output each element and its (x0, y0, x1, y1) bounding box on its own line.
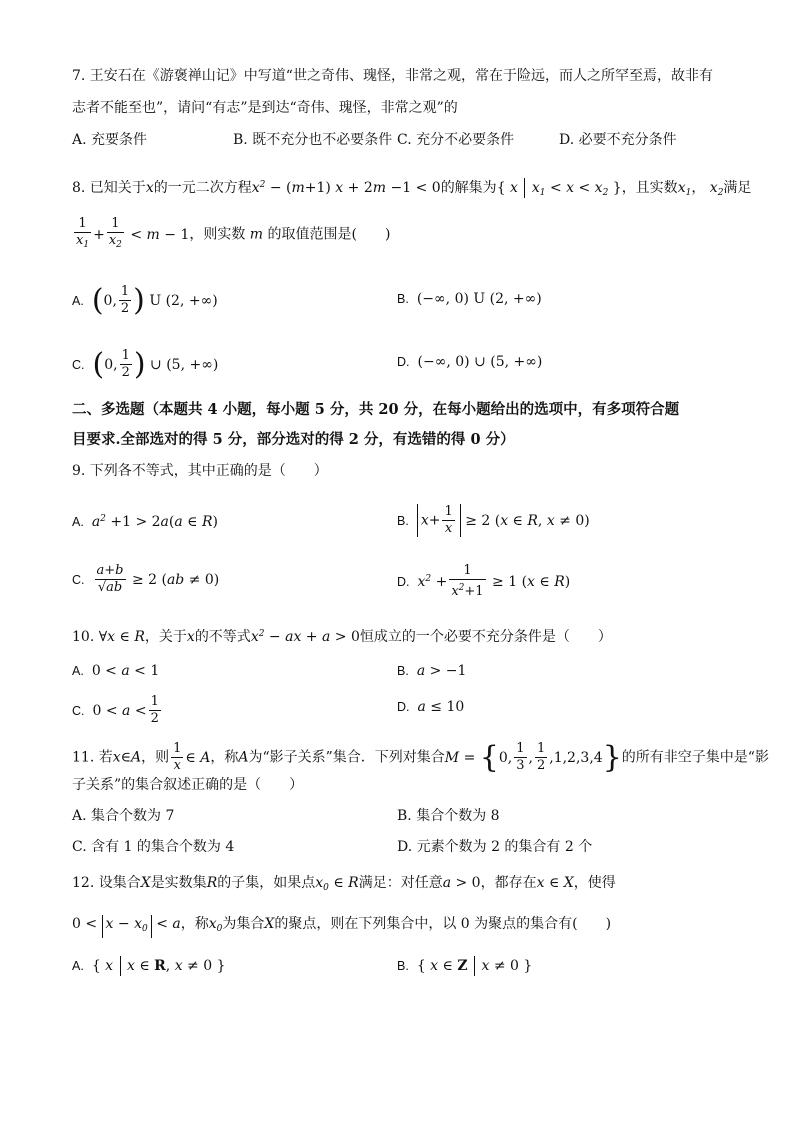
q8-option-d-label: D. (397, 355, 410, 369)
q12-option-a (72, 956, 226, 976)
q11-option-d: D. 元素个数为 2 的集合有 2 个 (397, 839, 593, 855)
q10-option-d-expr: a ≤ 10 (417, 699, 465, 715)
q8-roots: $x_1$， $x_2$ (677, 180, 724, 198)
q10-mid1: ，关于 (144, 629, 187, 645)
q12-mid2: 的子集，如果点 (217, 875, 316, 891)
section2-heading-line1: 二、多选题（本题共 4 小题，每小题 5 分，共 20 分，在每小题给出的选项中，有多项符合题 (72, 401, 680, 418)
q8-line2-suffix: ，则实数 (189, 226, 246, 243)
q11-cond: x∈A (112, 749, 142, 766)
q10-option-a-label: A. (72, 664, 84, 678)
q9-option-d-label: D. (397, 574, 410, 589)
q8-mid4: 满足 (723, 180, 752, 196)
q10-inequality: $x^2$ − ax + a > 0 (250, 629, 360, 645)
q11-line2: 子关系”的集合叙述正确的是（ ） (72, 777, 304, 793)
q8-option-b-expr: (−∞, 0) U (2, +∞) (416, 291, 542, 307)
q12-option-a-label: A. (72, 959, 84, 973)
q9-option-a-label: A. (72, 515, 84, 529)
q10-option-b (397, 662, 466, 680)
q8-condition: $\frac{1}{x_1}$ + $\frac{1}{x_2}$ < m − 1 (76, 216, 190, 250)
q8-line2 (72, 216, 390, 253)
q11-option-c: C. 含有 1 的集合个数为 4 (72, 839, 235, 855)
q12-option-b-expr: { x ∈ Z x ≠ 0 } (416, 958, 533, 974)
q12-option-b-label: B. (397, 959, 409, 973)
q8-option-b-label: B. (397, 292, 409, 306)
q11-mid2: ，称 (210, 749, 239, 766)
q10-var-x: x (186, 629, 195, 645)
q9-option-c-expr: $\frac{a+b}{√ab}$ ≥ 2 (ab ≠ 0) (96, 563, 220, 595)
q8-var-x: x (145, 180, 154, 196)
q9-option-a (72, 510, 218, 531)
q9-option-b-expr: x+ $\frac{1}{x}$ ≥ 2 (x ∈ R, x ≠ 0) (417, 513, 590, 529)
q12-set-r: R (206, 875, 218, 891)
q10-option-d (397, 698, 464, 716)
q10-mid3: 恒成立的一个必要不充分条件是（ ） (359, 629, 612, 645)
q11-option-a: A. 集合个数为 7 (72, 808, 175, 824)
q8-option-d (397, 353, 542, 371)
q9-option-d-expr: $x^2$ + $\frac{1}{x^2+1}$ ≥ 1 (x ∈ R) (417, 563, 571, 599)
q12-prefix: 12. 设集合 (72, 875, 141, 891)
q8-mid1: 的一元二次方程 (153, 180, 252, 196)
q8-option-d-expr: (−∞, 0) ∪ (5, +∞) (417, 354, 543, 370)
section2-heading-line2: 目要求.全部选对的得 5 分，部分选对的得 2 分，有选错的得 0 分） (72, 431, 515, 448)
q12-option-a-expr: { x x ∈ R, x ≠ 0 } (91, 958, 226, 974)
q12-mid4: ，都存在 (480, 875, 537, 891)
q8-mid3: ，且实数 (621, 180, 678, 196)
q9-option-c-label: C. (72, 572, 85, 587)
q10-prefix: 10. (72, 629, 95, 645)
q11-mid4: 的所有非空子集中是“影 (621, 749, 769, 766)
q8-option-a (72, 284, 218, 317)
q8-option-b (397, 290, 542, 308)
q11-mid3: 为“影子关系”集合．下列对集合 (248, 749, 445, 766)
q11-set-a: A (238, 749, 249, 766)
q12-line2-mid: ，称 (180, 916, 209, 932)
q8-var-m: m (245, 226, 268, 243)
q11-reciprocal: $\frac{1}{x}$ ∈ A (173, 741, 211, 773)
q7-line2: 志者不能至也”，请问“有志”是到达“奇伟、瑰怪，非常之观”的 (72, 100, 458, 116)
q12-line1 (72, 874, 616, 897)
q8-prefix: 8. 已知关于 (72, 180, 146, 196)
q10-option-d-label: D. (397, 700, 410, 714)
q12-line2-mid2: 为集合 (222, 916, 265, 932)
q9-option-a-expr: $a^2 +1 > 2a(a$ ∈ R) (91, 514, 219, 530)
q9-stem: 9. 下列各不等式，其中正确的是（ ） (72, 463, 328, 479)
q8-mid2: 的解集为 (440, 180, 497, 196)
q7-option-d: D. 必要不充分条件 (559, 132, 677, 148)
q10-option-b-label: B. (397, 664, 409, 678)
q9-option-b (397, 504, 590, 537)
q12-point: $x_0$ ∈ R (315, 875, 359, 893)
q10-quantifier: ∀x ∈ R (94, 629, 145, 645)
q12-distance: $0 < x - x_0 < a$ (72, 916, 181, 932)
q8-option-c-label: C. (72, 357, 85, 372)
q7-option-a: A. 充要条件 (72, 132, 148, 148)
q12-line2-end: 的聚点，则在下列集合中，以 0 为聚点的集合有( ) (274, 916, 612, 932)
q9-option-d (397, 563, 570, 600)
q8-option-c-expr: (0, $\frac{1}{2}$ ) ∪ (5, +∞) (92, 346, 219, 382)
q12-set-x2: X (264, 916, 275, 932)
q8-option-a-label: A. (72, 293, 84, 308)
q10-option-b-expr: a > −1 (416, 663, 467, 679)
q12-exists: x ∈ X (536, 875, 574, 891)
q11-line1 (72, 741, 769, 774)
q10-option-c-expr: 0 < a < $\frac{1}{2}$ (92, 694, 159, 726)
q8-option-a-expr: (0, $\frac{1}{2}$ ) U (2, +∞) (91, 282, 218, 318)
q10-option-c (72, 694, 163, 727)
q7-option-b: B. 既不充分也不必要条件 (233, 132, 393, 148)
q7-line1: 7. 王安石在《游褒禅山记》中写道“世之奇伟、瑰怪，非常之观，常在于险远，而人之所罕至焉，故非有 (72, 68, 713, 84)
q11-mid1: ，则 (141, 749, 170, 766)
q10-stem (72, 625, 612, 646)
q10-option-c-label: C. (72, 703, 85, 718)
q11-prefix: 11. 若 (72, 749, 113, 766)
q12-x0: $x_0$ (208, 916, 223, 934)
q12-option-b (397, 956, 532, 976)
q12-a-pos: a > 0 (442, 875, 481, 891)
q8-option-c (72, 348, 218, 381)
q10-mid2: 的不等式 (194, 629, 251, 645)
q12-mid3: 满足：对任意 (358, 875, 443, 891)
q10-option-a (72, 662, 159, 680)
q8-line1 (72, 176, 751, 202)
q12-line2 (72, 915, 611, 938)
q11-option-b: B. 集合个数为 8 (397, 808, 500, 824)
q10-option-a-expr: 0 < a < 1 (91, 663, 160, 679)
q11-set-m: M = {0, $\frac{1}{3}$ , $\frac{1}{2}$ ,1,2,3,4} (444, 739, 622, 775)
q9-option-c (72, 563, 219, 596)
q8-equation: $x^2 - (m+1) x + 2m -1 < 0$ (251, 180, 441, 196)
q12-mid5: ，使得 (573, 875, 616, 891)
q8-solution-set: { x $x_1 < x < x_2$ } (496, 180, 622, 198)
q12-mid1: 是实数集 (150, 875, 207, 891)
q12-set-x: X (140, 875, 151, 891)
q8-line2-end: 的取值范围是( ) (267, 226, 391, 243)
q7-option-c: C. 充分不必要条件 (397, 132, 515, 148)
q9-option-b-label: B. (397, 513, 409, 528)
